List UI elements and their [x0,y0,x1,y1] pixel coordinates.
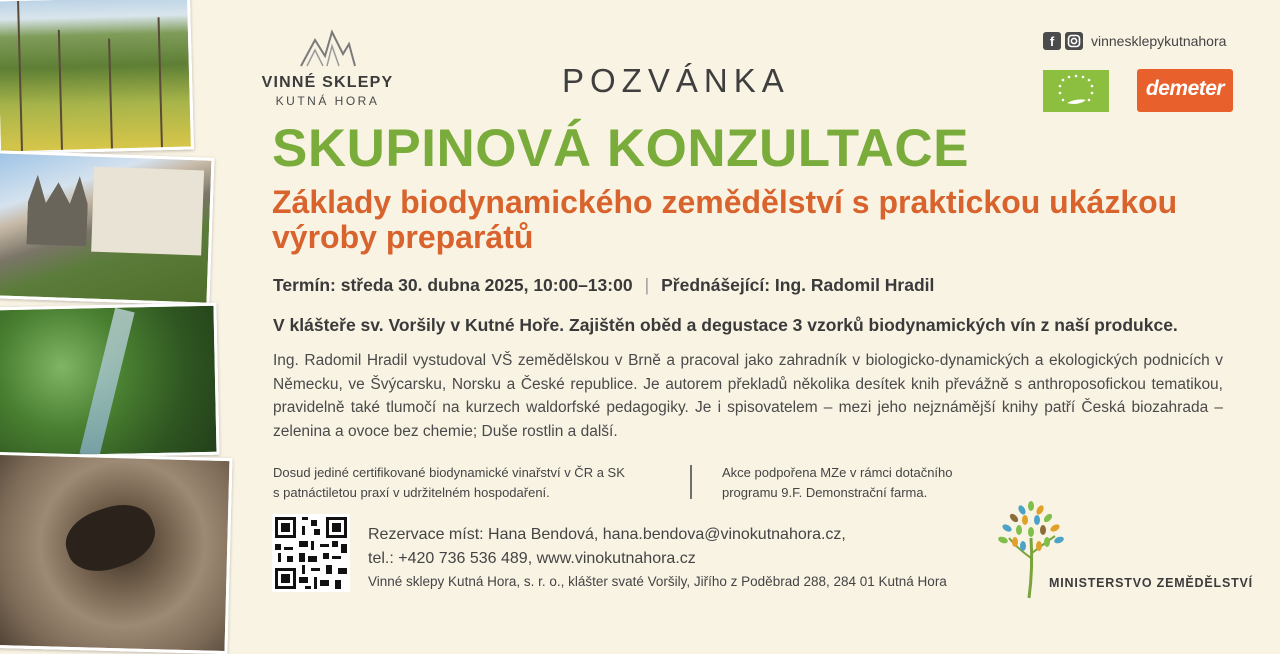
support-line-1: Akce podpořena MZe v rámci dotačního [722,465,953,480]
herbs-photo [0,303,220,460]
reservation-info [368,523,846,571]
social-handle[interactable]: vinnesklepykutnahora [1091,33,1227,49]
lecturer-bio: Ing. Radomil Hradil vystudoval VŠ zemědělskou v Brně a pracoval jako zahradník v biologicko-dynamických a ekologických podnicích v Německu, ve Švýcarsku, Norsku a České republice. Je autorem překladů několika desítek knih převážně s anthroposofickou tematikou, pravidelně také tlumočí na kurzech waldorfské pedagogiky. Je i spisovatelem – mezi jeho nejznámější knihy patří Česká biozahrada – zelenina a ovoce bez chemie; Duše rostlin a další. [273,352,1223,440]
certification-line-2: s patnáctiletou praxí v udržitelném hospodaření. [273,485,550,500]
company-address: Vinné sklepy Kutná Hora, s. r. o., klášter svaté Voršily, Jiřího z Poděbrad 288, 284 01 Kutná Hora [368,574,947,589]
cow-horns-photo [0,452,233,654]
event-place: V klášteře sv. Voršily v Kutné Hoře. Zajištěn oběd a degustace 3 vzorků biodynamických vín z naší produkce. [273,315,1178,335]
ministry-logo [995,498,1253,608]
demeter-logo: demeter [1137,69,1233,112]
ministry-name: MINISTERSTVO ZEMĚDĚLSTVÍ [1049,576,1253,590]
vineyard-photo [0,0,194,155]
phone-website[interactable]: tel.: +420 736 536 489, www.vinokutnahora.cz [368,550,696,567]
support-line-2: programu 9.F. Demonstrační farma. [722,485,928,500]
brand-name: VINNÉ SKLEPY [261,74,394,91]
mountains-logo-icon [299,28,357,68]
event-lecturer: Přednášející: Ing. Radomil Hradil [661,275,935,295]
brand-location: KUTNÁ HORA [275,94,380,108]
qr-code-icon[interactable] [272,514,350,592]
event-title: SKUPINOVÁ KONZULTACE [272,119,970,178]
social-links[interactable] [1043,32,1226,50]
invitation-heading: POZVÁNKA [562,62,790,99]
event-date: Termín: středa 30. dubna 2025, 10:00–13:00 [273,275,633,295]
eu-organic-logo [1043,70,1109,112]
event-meta [273,275,934,296]
brand-logo [255,28,400,108]
support-note [722,463,953,503]
certification-line-1: Dosud jediné certifikované biodynamické vinařství v ČR a SK [273,465,625,480]
eu-organic-leaf-icon [1043,70,1109,112]
facebook-icon[interactable]: f [1043,32,1061,50]
reservation-contact[interactable]: Rezervace míst: Hana Bendová, hana.bendova@vinokutnahora.cz, [368,526,846,543]
notes-divider [690,465,692,499]
event-subtitle: Základy biodynamického zemědělství s praktickou ukázkou výroby preparátů [272,184,1178,255]
instagram-icon[interactable] [1065,32,1083,50]
meta-separator: | [644,275,650,295]
certification-note [273,463,625,503]
monastery-photo [0,150,215,306]
